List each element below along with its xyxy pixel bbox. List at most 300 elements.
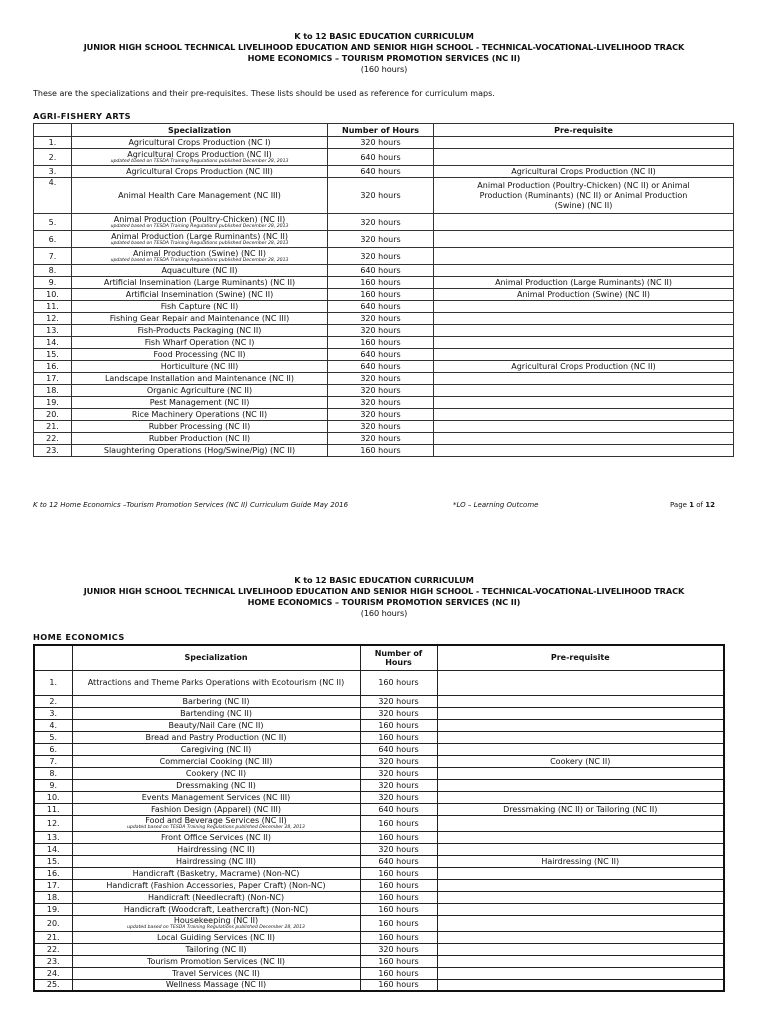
header-line-1: K to 12 BASIC EDUCATION CURRICULUM (294, 575, 474, 585)
row-number: 21. (34, 421, 72, 433)
hours-cell: 320 hours (328, 421, 434, 433)
document-header (0, 31, 768, 75)
prerequisite-cell (434, 149, 734, 166)
table-row (34, 731, 724, 743)
specialization-name: Animal Production (Swine) (NC II) (132, 249, 267, 258)
prerequisite-cell (437, 731, 724, 743)
specialization-name: Fish-Products Packaging (NC II) (137, 326, 262, 335)
table-row (34, 409, 734, 421)
prerequisite-cell (437, 695, 724, 707)
specialization-name: Hairdressing (NC III) (175, 856, 257, 866)
table-row (34, 277, 734, 289)
hours-cell: 640 hours (328, 349, 434, 361)
specialization-name: Dressmaking (NC II) (176, 780, 256, 790)
table-row (34, 867, 724, 879)
prerequisite-cell (434, 265, 734, 277)
specialization-cell (72, 779, 360, 791)
specialization-name: Fishing Gear Repair and Maintenance (NC III) (109, 314, 290, 323)
table-row (34, 891, 724, 903)
row-number: 8. (34, 265, 72, 277)
prerequisite-cell (437, 879, 724, 891)
footer-lo-note: *LO – Learning Outcome (453, 501, 539, 509)
prerequisite-cell (437, 891, 724, 903)
prerequisite-cell (437, 967, 724, 979)
row-number: 17. (34, 373, 72, 385)
table-row (34, 421, 734, 433)
specialization-cell (72, 767, 360, 779)
specialization-cell (72, 289, 328, 301)
prerequisite-cell: Animal Production (Swine) (NC II) (434, 289, 734, 301)
page-total: 12 (705, 501, 715, 509)
prerequisite-cell (437, 843, 724, 855)
specialization-name: Rubber Processing (NC II) (148, 422, 251, 431)
section-title-agri: AGRI-FISHERY ARTS (33, 111, 131, 121)
specialization-name: Bread and Pastry Production (NC II) (145, 732, 287, 742)
col-hours: Number of Hours (328, 124, 434, 137)
header-hours: (160 hours) (360, 608, 408, 618)
table-row (34, 815, 724, 831)
table-row (34, 967, 724, 979)
specialization-name: Front Office Services (NC II) (160, 832, 272, 842)
specialization-cell (72, 166, 328, 178)
table-row (34, 166, 734, 178)
prerequisite-cell (434, 214, 734, 231)
hours-cell: 320 hours (360, 695, 437, 707)
prerequisite-cell (437, 743, 724, 755)
specialization-name: Handicraft (Woodcraft, Leathercraft) (Non-NC) (123, 904, 309, 914)
table-row (34, 397, 734, 409)
table-row (34, 903, 724, 915)
specialization-cell (72, 349, 328, 361)
specialization-cell (72, 879, 360, 891)
prerequisite-cell (437, 779, 724, 791)
row-number: 12. (34, 313, 72, 325)
table-row (34, 955, 724, 967)
prerequisite-cell (437, 943, 724, 955)
col-hours: Number of Hours (360, 645, 437, 670)
row-number: 2. (34, 695, 72, 707)
specialization-name: Rice Machinery Operations (NC II) (131, 410, 268, 419)
table-row (34, 325, 734, 337)
prerequisite-cell: Agricultural Crops Production (NC II) (434, 166, 734, 178)
specialization-cell (72, 361, 328, 373)
specialization-name: Commercial Cooking (NC III) (159, 756, 273, 766)
specialization-name: Agricultural Crops Production (NC III) (126, 167, 273, 176)
specialization-cell (72, 301, 328, 313)
specialization-cell (72, 943, 360, 955)
specialization-cell (72, 670, 360, 695)
footer-guide: K to 12 Home Economics –Tourism Promotion Services (NC II) Curriculum Guide May 2016 (33, 501, 349, 509)
specialization-cell (72, 433, 328, 445)
table-row (34, 843, 724, 855)
row-number: 11. (34, 301, 72, 313)
row-number: 4. (34, 178, 72, 214)
hours-cell: 160 hours (360, 915, 437, 931)
specialization-name: Animal Health Care Management (NC III) (118, 191, 281, 200)
hours-cell: 160 hours (360, 931, 437, 943)
row-number: 23. (34, 445, 72, 457)
table-row (34, 767, 724, 779)
specialization-cell (72, 397, 328, 409)
prerequisite-cell (437, 815, 724, 831)
specialization-name: Horticulture (NC III) (160, 362, 239, 371)
col-specialization: Specialization (72, 645, 360, 670)
specialization-name: Caregiving (NC II) (180, 744, 252, 754)
update-note: updated based on TESDA Training Regulations published December 28, 2013 (110, 159, 289, 164)
hours-cell: 320 hours (360, 767, 437, 779)
table-row (34, 855, 724, 867)
row-number: 17. (34, 879, 72, 891)
specialization-name: Aquaculture (NC II) (161, 266, 238, 275)
row-number: 23. (34, 955, 72, 967)
row-number: 3. (34, 166, 72, 178)
specialization-cell (72, 373, 328, 385)
row-number: 19. (34, 903, 72, 915)
prerequisite-cell: Cookery (NC II) (437, 755, 724, 767)
row-number: 16. (34, 361, 72, 373)
page-of: of (694, 501, 706, 509)
hours-cell: 320 hours (328, 214, 434, 231)
specialization-cell (72, 231, 328, 248)
header-line-2: JUNIOR HIGH SCHOOL TECHNICAL LIVELIHOOD EDUCATION AND SENIOR HIGH SCHOOL - TECHNICAL-VOCATIONAL-LIVELIHOOD TRACK (83, 42, 685, 52)
row-number: 18. (34, 891, 72, 903)
prerequisite-cell (434, 248, 734, 265)
hours-cell: 160 hours (360, 815, 437, 831)
prerequisite-cell: Animal Production (Poultry-Chicken) (NC II) or Animal Production (Ruminants) (NC II) or Animal Production (Swine) (NC II) (434, 178, 734, 214)
hours-cell: 320 hours (328, 397, 434, 409)
hours-cell: 320 hours (328, 231, 434, 248)
row-number: 2. (34, 149, 72, 166)
table-row (34, 743, 724, 755)
row-number: 8. (34, 767, 72, 779)
row-number: 6. (34, 743, 72, 755)
table-row (34, 265, 734, 277)
specialization-cell (72, 731, 360, 743)
row-number: 10. (34, 289, 72, 301)
hours-cell: 160 hours (360, 867, 437, 879)
table-row (34, 831, 724, 843)
prerequisite-cell (434, 337, 734, 349)
specialization-cell (72, 931, 360, 943)
hours-cell: 320 hours (328, 178, 434, 214)
row-number: 15. (34, 855, 72, 867)
table-row (34, 361, 734, 373)
hours-cell: 160 hours (360, 903, 437, 915)
table-row (34, 755, 724, 767)
hours-cell: 640 hours (360, 743, 437, 755)
hours-cell: 160 hours (360, 831, 437, 843)
header-hours: (160 hours) (360, 64, 408, 74)
header-line-3: HOME ECONOMICS – TOURISM PROMOTION SERVICES (NC II) (247, 53, 521, 63)
specialization-cell (72, 265, 328, 277)
prerequisite-cell (437, 767, 724, 779)
table-row (34, 915, 724, 931)
specialization-name: Slaughtering Operations (Hog/Swine/Pig) (NC II) (103, 446, 296, 455)
table-row (34, 670, 724, 695)
prerequisite-cell (437, 719, 724, 731)
agri-fishery-table (33, 123, 734, 457)
specialization-cell (72, 337, 328, 349)
prerequisite-cell: Agricultural Crops Production (NC II) (434, 361, 734, 373)
prerequisite-cell (434, 385, 734, 397)
col-no (34, 124, 72, 137)
document-header-2 (0, 575, 768, 619)
table-header-row (34, 124, 734, 137)
prerequisite-cell (434, 301, 734, 313)
header-line-2: JUNIOR HIGH SCHOOL TECHNICAL LIVELIHOOD EDUCATION AND SENIOR HIGH SCHOOL - TECHNICAL-VOCATIONAL-LIVELIHOOD TRACK (83, 586, 685, 596)
specialization-cell (72, 313, 328, 325)
specialization-cell (72, 755, 360, 767)
specialization-cell (72, 903, 360, 915)
col-specialization: Specialization (72, 124, 328, 137)
prerequisite-cell (437, 670, 724, 695)
specialization-cell (72, 277, 328, 289)
specialization-name: Agricultural Crops Production (NC II) (127, 150, 272, 159)
hours-cell: 320 hours (360, 791, 437, 803)
table-row (34, 931, 724, 943)
specialization-name: Organic Agriculture (NC II) (146, 386, 253, 395)
specialization-name: Handicraft (Needlecraft) (Non-NC) (147, 892, 285, 902)
prerequisite-cell (437, 903, 724, 915)
specialization-cell (72, 891, 360, 903)
hours-cell: 640 hours (328, 265, 434, 277)
specialization-name: Hairdressing (NC II) (177, 844, 255, 854)
hours-cell: 160 hours (328, 277, 434, 289)
specialization-name: Artificial Insemination (Swine) (NC II) (125, 290, 274, 299)
row-number: 6. (34, 231, 72, 248)
table-row (34, 445, 734, 457)
header-line-3: HOME ECONOMICS – TOURISM PROMOTION SERVICES (NC II) (247, 597, 521, 607)
specialization-name: Attractions and Theme Parks Operations with Ecotourism (NC II) (87, 678, 345, 687)
specialization-cell (72, 915, 360, 931)
specialization-cell (72, 979, 360, 991)
row-number: 19. (34, 397, 72, 409)
specialization-name: Fashion Design (Apparel) (NC III) (151, 804, 281, 814)
hours-cell: 320 hours (328, 373, 434, 385)
row-number: 9. (34, 779, 72, 791)
specialization-cell (72, 385, 328, 397)
specialization-name: Local Guiding Services (NC II) (156, 932, 276, 942)
row-number: 15. (34, 349, 72, 361)
row-number: 10. (34, 791, 72, 803)
table-row (34, 779, 724, 791)
specialization-cell (72, 743, 360, 755)
update-note: updated based on TESDA Training Regulations published December 28, 2013 (110, 224, 289, 229)
hours-cell: 320 hours (328, 313, 434, 325)
specialization-cell (72, 178, 328, 214)
table-row (34, 301, 734, 313)
row-number: 11. (34, 803, 72, 815)
prerequisite-cell (434, 397, 734, 409)
specialization-name: Animal Production (Poultry-Chicken) (NC II) (113, 215, 286, 224)
intro-text: These are the specializations and their pre-requisites. These lists should be used as reference for curriculum maps. (33, 89, 495, 98)
specialization-name: Fish Capture (NC II) (160, 302, 239, 311)
row-number: 14. (34, 337, 72, 349)
hours-cell: 320 hours (360, 755, 437, 767)
prerequisite-cell (437, 931, 724, 943)
prerequisite-cell (437, 791, 724, 803)
prerequisite-cell (434, 137, 734, 149)
table-row (34, 385, 734, 397)
table-row (34, 433, 734, 445)
hours-cell: 640 hours (328, 166, 434, 178)
hours-cell: 160 hours (328, 445, 434, 457)
update-note: updated based on TESDA Training Regulations published December 28, 2013 (110, 258, 289, 263)
table-row (34, 178, 734, 214)
prerequisite-cell (434, 231, 734, 248)
prerequisite-cell (434, 445, 734, 457)
row-number: 24. (34, 967, 72, 979)
hours-cell: 640 hours (360, 855, 437, 867)
prerequisite-cell (434, 313, 734, 325)
prerequisite-cell (434, 349, 734, 361)
hours-cell: 640 hours (328, 361, 434, 373)
prerequisite-cell (437, 867, 724, 879)
specialization-name: Events Management Services (NC III) (141, 792, 291, 802)
specialization-name: Food Processing (NC II) (153, 350, 246, 359)
table-row (34, 149, 734, 166)
row-number: 3. (34, 707, 72, 719)
table-header-row (34, 645, 724, 670)
hours-cell: 320 hours (360, 943, 437, 955)
footer-page-number (670, 501, 715, 509)
specialization-name: Cookery (NC II) (185, 768, 247, 778)
row-number: 18. (34, 385, 72, 397)
update-note: updated based on TESDA Training Regulations published December 28, 2013 (127, 825, 305, 830)
specialization-name: Wellness Massage (NC II) (165, 980, 267, 990)
specialization-cell (72, 803, 360, 815)
row-number: 16. (34, 867, 72, 879)
row-number: 12. (34, 815, 72, 831)
row-number: 22. (34, 433, 72, 445)
row-number: 21. (34, 931, 72, 943)
specialization-name: Pest Management (NC II) (149, 398, 250, 407)
specialization-cell (72, 707, 360, 719)
hours-cell: 320 hours (360, 843, 437, 855)
table-row (34, 349, 734, 361)
table-row (34, 137, 734, 149)
prerequisite-cell (437, 979, 724, 991)
hours-cell: 160 hours (328, 337, 434, 349)
specialization-cell (72, 325, 328, 337)
prerequisite-cell (434, 421, 734, 433)
row-number: 1. (34, 137, 72, 149)
specialization-cell (72, 967, 360, 979)
hours-cell: 640 hours (360, 803, 437, 815)
specialization-name: Artificial Insemination (Large Ruminants) (NC II) (103, 278, 296, 287)
hours-cell: 160 hours (360, 967, 437, 979)
specialization-cell (72, 214, 328, 231)
hours-cell: 160 hours (360, 731, 437, 743)
specialization-cell (72, 149, 328, 166)
hours-cell: 320 hours (328, 248, 434, 265)
specialization-cell (72, 791, 360, 803)
row-number: 1. (34, 670, 72, 695)
hours-cell: 160 hours (360, 719, 437, 731)
prerequisite-cell (434, 325, 734, 337)
specialization-cell (72, 831, 360, 843)
specialization-cell (72, 409, 328, 421)
hours-cell: 320 hours (360, 779, 437, 791)
row-number: 7. (34, 248, 72, 265)
specialization-name: Barbering (NC II) (182, 696, 250, 706)
specialization-name: Tailoring (NC II) (185, 944, 247, 954)
table-row (34, 695, 724, 707)
prerequisite-cell: Animal Production (Large Ruminants) (NC II) (434, 277, 734, 289)
row-number: 9. (34, 277, 72, 289)
row-number: 5. (34, 731, 72, 743)
table-row (34, 248, 734, 265)
hours-cell: 320 hours (360, 707, 437, 719)
table-row (34, 373, 734, 385)
hours-cell: 160 hours (360, 955, 437, 967)
page-num: 1 (689, 501, 695, 509)
hours-cell: 320 hours (328, 433, 434, 445)
hours-cell: 320 hours (328, 137, 434, 149)
specialization-cell (72, 843, 360, 855)
table-row (34, 707, 724, 719)
row-number: 7. (34, 755, 72, 767)
hours-cell: 160 hours (360, 879, 437, 891)
prerequisite-cell (437, 915, 724, 931)
prerequisite-cell: Hairdressing (NC II) (437, 855, 724, 867)
prerequisite-cell (437, 955, 724, 967)
header-line-1: K to 12 BASIC EDUCATION CURRICULUM (294, 31, 474, 41)
specialization-cell (72, 137, 328, 149)
specialization-name: Landscape Installation and Maintenance (NC II) (104, 374, 295, 383)
row-number: 13. (34, 325, 72, 337)
table-row (34, 943, 724, 955)
hours-cell: 640 hours (328, 149, 434, 166)
col-no (34, 645, 72, 670)
hours-cell: 160 hours (360, 670, 437, 695)
table-row (34, 289, 734, 301)
table-row (34, 803, 724, 815)
prerequisite-cell (437, 707, 724, 719)
specialization-cell (72, 855, 360, 867)
hours-cell: 640 hours (328, 301, 434, 313)
table-row (34, 879, 724, 891)
prerequisite-cell (437, 831, 724, 843)
specialization-name: Bartending (NC II) (180, 708, 252, 718)
section-title-home-economics: HOME ECONOMICS (33, 632, 125, 642)
specialization-name: Handicraft (Fashion Accessories, Paper Craft) (Non-NC) (106, 880, 326, 890)
specialization-name: Travel Services (NC II) (172, 968, 260, 978)
row-number: 13. (34, 831, 72, 843)
specialization-cell (72, 695, 360, 707)
col-prerequisite: Pre-requisite (434, 124, 734, 137)
prerequisite-cell: Dressmaking (NC II) or Tailoring (NC II) (437, 803, 724, 815)
specialization-cell (72, 955, 360, 967)
page-prefix: Page (670, 501, 690, 509)
prerequisite-cell (434, 433, 734, 445)
row-number: 22. (34, 943, 72, 955)
row-number: 14. (34, 843, 72, 855)
table-row (34, 337, 734, 349)
specialization-cell (72, 815, 360, 831)
row-number: 20. (34, 409, 72, 421)
specialization-cell (72, 421, 328, 433)
row-number: 4. (34, 719, 72, 731)
specialization-name: Beauty/Nail Care (NC II) (168, 720, 264, 730)
specialization-name: Rubber Production (NC II) (148, 434, 251, 443)
table-row (34, 979, 724, 991)
row-number: 20. (34, 915, 72, 931)
table-row (34, 791, 724, 803)
home-economics-table (33, 644, 725, 992)
update-note: updated based on TESDA Training Regulations published December 28, 2013 (110, 241, 289, 246)
specialization-cell (72, 867, 360, 879)
